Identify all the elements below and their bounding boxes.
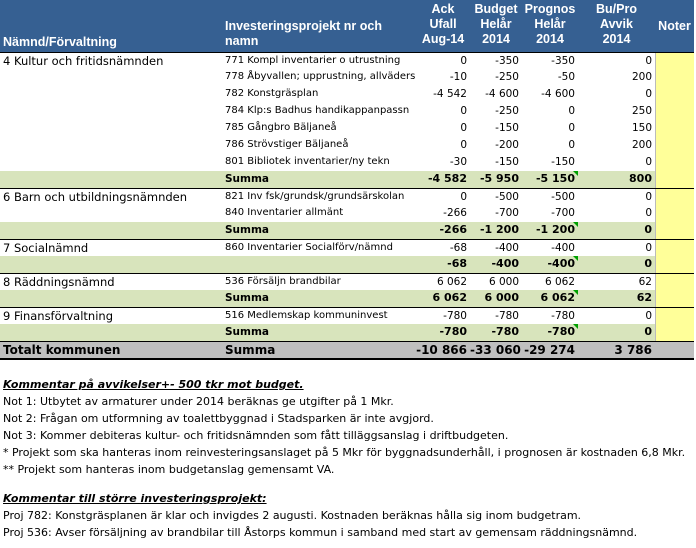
namnd-cell (0, 69, 220, 86)
namnd-cell (0, 290, 220, 307)
projekt-cell: 516 Medlemskap kommuninvest (225, 310, 388, 321)
noter-cell (655, 154, 694, 171)
avvik-cell: 0 (644, 325, 652, 338)
header-budget (470, 0, 522, 52)
avvik-cell: 62 (638, 276, 652, 288)
namnd-cell: 7 Socialnämnd (3, 241, 89, 255)
comment-indicator-icon (573, 171, 578, 176)
avvik-cell: 250 (631, 105, 652, 117)
noter-cell (655, 69, 694, 86)
header-ack-1: Ack (431, 2, 455, 16)
header-noter: Noter (658, 19, 691, 33)
header-namnd: Nämnd/Förvaltning (3, 35, 117, 49)
comments-heading-projects: Kommentar till större investeringsprojekt: (3, 492, 267, 505)
namnd-cell (0, 86, 220, 103)
budget-cell: -400 (491, 257, 519, 270)
header-ack (416, 0, 470, 52)
prognos-cell: -780 (551, 310, 575, 322)
projekt-cell: 784 Klp:s Badhus handikappanpassn (225, 105, 410, 116)
projekt-cell: Summa (225, 224, 270, 236)
ack-cell: 0 (460, 55, 467, 67)
projekt-cell: 840 Inventarier allmänt (225, 207, 344, 218)
noter-cell (655, 171, 694, 188)
header-ack-3: Aug-14 (421, 32, 465, 46)
projekt-cell: Summa (225, 292, 270, 304)
comment-indicator-icon (573, 324, 578, 329)
ack-cell: -10 (449, 71, 467, 83)
ack-cell: 0 (460, 105, 467, 117)
avvik-cell: 200 (631, 139, 652, 151)
namnd-cell (0, 137, 220, 154)
prognos-cell: -700 (551, 207, 575, 219)
header-ack-2: Ufall (429, 17, 457, 31)
ack-cell: -68 (449, 242, 467, 254)
namnd-cell: 8 Räddningsnämnd (3, 275, 115, 289)
budget-cell: 6 000 (484, 291, 519, 304)
avvik-cell: 0 (645, 207, 652, 219)
ack-cell: -68 (447, 257, 467, 270)
budget-cell: -4 600 (485, 88, 519, 100)
namnd-cell (0, 154, 220, 171)
avvik-cell: 200 (631, 71, 652, 83)
project-comment-line: Proj 536: Avser försäljning av brandbilar till Åstorps kommun i samband med start av gemensam räddningsnämnd. (3, 526, 638, 539)
table-row (0, 120, 694, 137)
header-projekt-line1: Investeringsprojekt nr och (225, 19, 382, 33)
note-line: ** Projekt som hanteras inom budgetanslag gemensamt VA. (3, 463, 335, 476)
prognos-cell: 0 (568, 122, 575, 134)
table-row (0, 273, 694, 290)
avvik-cell: 0 (644, 223, 652, 236)
noter-cell (655, 274, 694, 290)
prognos-cell: 6 062 (540, 291, 575, 304)
header-prognos (522, 0, 578, 52)
ack-cell: -30 (449, 156, 467, 168)
prognos-cell: -150 (551, 156, 575, 168)
budget-cell: -250 (495, 105, 519, 117)
header-bupro-3: 2014 (602, 32, 631, 46)
prognos-cell: 6 062 (544, 276, 575, 288)
projekt-cell (220, 256, 416, 273)
table-row (0, 52, 694, 69)
header-budget-2: Helår (480, 17, 512, 31)
total-ack-cell: -10 866 (416, 343, 467, 357)
namnd-cell (0, 324, 220, 341)
budget-cell: -780 (495, 310, 519, 322)
noter-cell (655, 256, 694, 273)
budget-cell: -150 (495, 122, 519, 134)
noter-cell (655, 240, 694, 256)
summa-row (0, 256, 694, 273)
namnd-cell: 4 Kultur och fritidsnämnden (3, 54, 164, 68)
ack-cell: 0 (460, 139, 467, 151)
projekt-cell: Summa (225, 173, 270, 185)
table-row (0, 154, 694, 171)
prognos-cell: -500 (551, 191, 575, 203)
ack-cell: -780 (443, 310, 467, 322)
header-prognos-3: 2014 (536, 32, 564, 46)
budget-cell: 6 000 (488, 276, 519, 288)
header-bupro-2: Avvik (600, 17, 633, 31)
noter-cell (655, 103, 694, 120)
ack-cell: -4 582 (427, 172, 467, 185)
header-bupro-1: Bu/Pro (596, 2, 637, 16)
ack-cell: 0 (460, 191, 467, 203)
header-budget-3: 2014 (482, 32, 510, 46)
namnd-cell (0, 120, 220, 137)
avvik-cell: 800 (629, 172, 652, 185)
note-line: * Projekt som ska hanteras inom reinvesteringsanslaget på 5 Mkr för byggnadsunderhåll, i prognosen är kostnaden 6,8 Mkr. (3, 446, 686, 459)
ack-cell: 6 062 (436, 276, 467, 288)
header-prognos-2: Helår (534, 17, 566, 31)
summa-row (0, 324, 694, 341)
table-row (0, 103, 694, 120)
header-projekt (220, 0, 416, 52)
ack-cell: 6 062 (432, 291, 467, 304)
table-header (0, 0, 694, 52)
summa-row (0, 222, 694, 239)
ack-cell: -266 (439, 223, 467, 236)
budget-cell: -250 (495, 71, 519, 83)
namnd-cell: 6 Barn och utbildningsnämnden (3, 190, 188, 204)
summa-row (0, 171, 694, 188)
avvik-cell: 0 (645, 310, 652, 322)
namnd-cell (0, 205, 220, 222)
budget-cell: -350 (495, 55, 519, 67)
prognos-cell: 0 (568, 139, 575, 151)
projekt-cell: 860 Inventarier Socialförv/nämnd (225, 242, 393, 253)
budget-cell: -150 (495, 156, 519, 168)
comments-section (0, 376, 696, 541)
ack-cell: -266 (443, 207, 467, 219)
ack-cell: -4 542 (433, 88, 467, 100)
avvik-cell: 150 (631, 122, 652, 134)
noter-cell (655, 53, 694, 69)
note-line: Not 1: Utbytet av armaturer under 2014 beräknas ge utgifter på 1 Mkr. (3, 395, 394, 408)
namnd-cell (0, 171, 220, 188)
budget-cell: -1 200 (479, 223, 519, 236)
total-namnd-cell: Totalt kommunen (3, 343, 121, 357)
noter-cell (655, 189, 694, 205)
avvik-cell: 0 (645, 88, 652, 100)
avvik-cell: 0 (645, 156, 652, 168)
avvik-cell: 0 (644, 257, 652, 270)
namnd-cell (0, 256, 220, 273)
noter-cell (655, 324, 694, 341)
prognos-cell: 0 (568, 105, 575, 117)
projekt-cell: 778 Åbyvallen; upprustning, allväders (225, 71, 416, 82)
header-projekt-line2: namn (225, 34, 259, 48)
ack-cell: 0 (460, 122, 467, 134)
total-budget-cell: -33 060 (470, 343, 521, 357)
avvik-cell: 62 (636, 291, 652, 304)
table-row (0, 188, 694, 205)
comment-indicator-icon (573, 290, 578, 295)
comments-heading-deviations: Kommentar på avvikelser+- 500 tkr mot budget. (3, 378, 304, 391)
table-row (0, 205, 694, 222)
note-line: Not 3: Kommer debiteras kultur- och fritidsnämnden som fått tilläggsanslag i driftbudgeten. (3, 429, 509, 442)
namnd-cell (0, 222, 220, 239)
prognos-cell: -400 (547, 257, 575, 270)
table-row (0, 307, 694, 324)
budget-cell: -5 950 (479, 172, 519, 185)
noter-cell (655, 290, 694, 307)
header-budget-1: Budget (474, 2, 518, 16)
avvik-cell: 0 (645, 55, 652, 67)
noter-cell (655, 308, 694, 324)
ack-cell: -780 (439, 325, 467, 338)
projekt-cell: 536 Försäljn brandbilar (225, 276, 341, 287)
comment-indicator-icon (573, 222, 578, 227)
total-projekt-cell: Summa (225, 343, 276, 357)
table-row (0, 239, 694, 256)
table-row (0, 137, 694, 154)
projekt-cell: 821 Inv fsk/grundsk/grundsärskolan (225, 191, 405, 202)
namnd-cell (0, 103, 220, 120)
projekt-cell: Summa (225, 326, 270, 338)
prognos-cell: -4 600 (541, 88, 575, 100)
avvik-cell: 0 (645, 191, 652, 203)
projekt-cell: 785 Gångbro Bäljaneå (225, 122, 337, 133)
total-noter-cell (655, 342, 694, 358)
prognos-cell: -780 (547, 325, 575, 338)
noter-cell (655, 205, 694, 222)
table-row (0, 69, 694, 86)
project-comment-line: Proj 782: Konstgräsplanen är klar och invigdes 2 augusti. Kostnaden beräknas hålla sig inom budgetram. (3, 509, 582, 522)
budget-cell: -780 (491, 325, 519, 338)
prognos-cell: -350 (551, 55, 575, 67)
note-line: Not 2: Frågan om utformning av toalettbyggnad i Stadsparken är inte avgjord. (3, 412, 434, 425)
summa-row (0, 290, 694, 307)
budget-cell: -500 (495, 191, 519, 203)
budget-cell: -200 (495, 139, 519, 151)
total-row (0, 341, 694, 360)
projekt-cell: 782 Konstgräsplan (225, 88, 319, 99)
noter-cell (655, 120, 694, 137)
header-prognos-1: Prognos (524, 2, 576, 16)
noter-cell (655, 137, 694, 154)
noter-cell (655, 86, 694, 103)
prognos-cell: -5 150 (535, 172, 575, 185)
spacer (0, 478, 696, 490)
avvik-cell: 0 (645, 242, 652, 254)
prognos-cell: -1 200 (535, 223, 575, 236)
comment-indicator-icon (573, 256, 578, 261)
header-bupro (578, 0, 655, 52)
projekt-cell: 786 Strövstiger Bäljaneå (225, 139, 349, 150)
projekt-cell: 771 Kompl inventarier o utrustning (225, 55, 401, 66)
projekt-cell: 801 Bibliotek inventarier/ny tekn (225, 156, 390, 167)
prognos-cell: -400 (551, 242, 575, 254)
budget-cell: -400 (495, 242, 519, 254)
table-row (0, 86, 694, 103)
noter-cell (655, 222, 694, 239)
namnd-cell: 9 Finansförvaltning (3, 309, 114, 323)
prognos-cell: -50 (557, 71, 575, 83)
budget-cell: -700 (495, 207, 519, 219)
total-avvik-cell: 3 786 (614, 343, 652, 357)
total-prognos-cell: -29 274 (524, 343, 575, 357)
